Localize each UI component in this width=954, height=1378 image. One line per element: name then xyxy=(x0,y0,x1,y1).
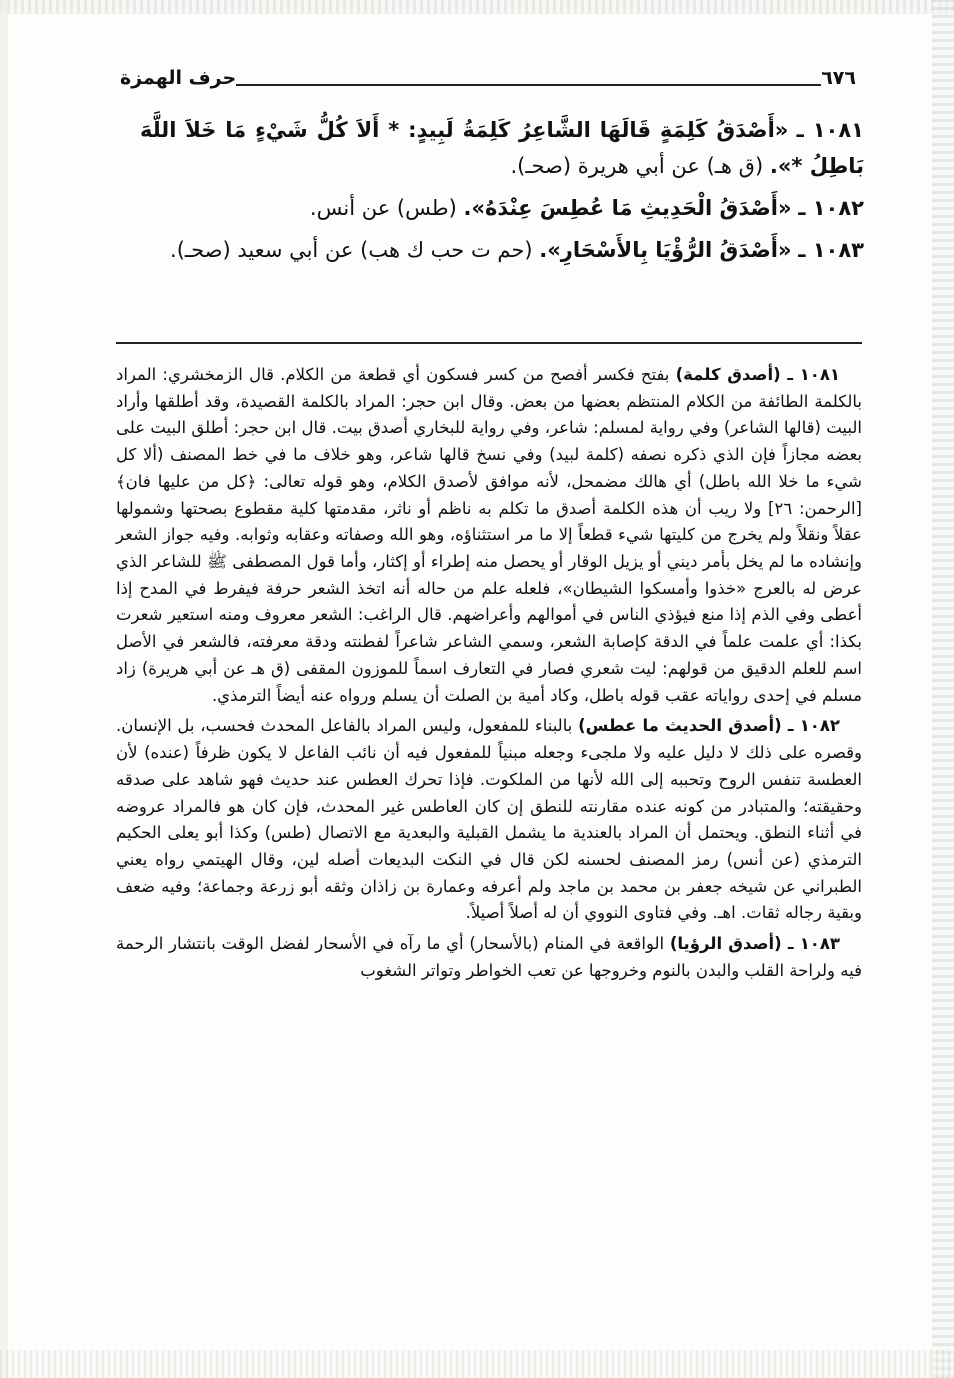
hadith-number: ١٠٨٣ ـ xyxy=(798,238,864,263)
hadith-number: ١٠٨٢ ـ xyxy=(798,196,864,221)
hadith-text: «أَصْدَقُ الرُّؤْيَا بِالأَسْحَارِ». xyxy=(539,238,792,263)
hadith-1083 xyxy=(140,232,864,268)
hadith-list xyxy=(140,112,864,274)
commentary-body: الواقعة في المنام (بالأسحار) أي ما رآه في الأسحار لفضل الوقت بانتشار الرحمة فيه ولراحة القلب والبدن بالنوم وخروجها عن تعب الخواطر وتواتر الشغوب xyxy=(116,934,862,980)
hadith-source: (طس) عن أنس. xyxy=(309,196,457,221)
commentary-lead: ١٠٨٣ ـ (أصدق الرؤيا) xyxy=(669,934,840,954)
hadith-1081 xyxy=(140,112,864,184)
scan-edge-bottom xyxy=(0,1350,954,1378)
commentary-lead: ١٠٨١ ـ (أصدق كلمة) xyxy=(675,365,840,384)
scan-edge-top xyxy=(0,0,954,14)
scan-edge-right xyxy=(932,0,954,1378)
commentary-1081 xyxy=(116,362,862,709)
commentary-section xyxy=(116,362,862,989)
chapter-title: حرف الهمزة xyxy=(120,67,237,89)
hadith-number: ١٠٨١ ـ xyxy=(796,118,864,142)
commentary-lead: ١٠٨٢ ـ (أصدق الحديث ما عطس) xyxy=(578,716,841,736)
commentary-body: بالبناء للمفعول، وليس المراد بالفاعل المحدث فحسب، بل الإنسان. وقصره على ذلك لا دليل عليه ولا ملجىء وجعله مبنياً للمفعول فيه أن نائب الفاعل لا يكون ظرفاً (عنده) لأن العطسة تنفس الروح وتحببه إلى الله لأنها من الملكوت. فإذا تحرك العطس عند حديث فهو شاهد على صدقه وحقيقته؛ والمتبادر من كونه عنده مقارنته للنطق إن كان العاطس غير المحدث، فإن كان هو فالمراد عروضه في أثناء النطق. ويحتمل أن المراد بالعندية ما يشمل القبلية والبعدية مع الاتصال (طس) وكذا أبو يعلى الحكيم الترمذي (عن أنس) رمز المصنف لحسنه لكن قال في النكت البديعات أصله لين، وقال الهيتمي رواه يعني الطبراني عن شيخه جعفر بن محمد بن ماجد ولم أعرفه وعمارة بن زاذان وثقه أبو زرعة وجماعة؛ وفيه ضعف وبقية رجاله ثقات. اهـ. وفي فتاوى النووي أن له أصلاً أصيلاً. xyxy=(116,716,862,923)
hadith-text: «أَصْدَقُ الْحَدِيثِ مَا عُطِسَ عِنْدَهُ». xyxy=(463,196,792,221)
scan-edge-left xyxy=(0,0,8,1378)
commentary-body: بفتح فكسر أفصح من كسر فسكون أي قطعة من الكلام. قال الزمخشري: المراد بالكلمة الطائفة من الكلام المنتظم بعضها من بعض. وقال ابن حجر: المراد بالكلمة القصيدة، وقد أطلقها وأراد البيت (قالها الشاعر) وفي رواية لمسلم: شاعر، وفي رواية للبخاري أصدق بيت. قال ابن حجر: أطلق البيت على بعضه مجازاً فإن الذي ذكره نصفه (كلمة لبيد) وفي نسخ قالها شاعر، وهو خلاف ما في خط المصنف (ألا كل شيء ما خلا الله باطل) أي هالك مضمحل، لأنه موافق لأصدق الكلام، وهو قوله تعالى: ﴿كل من عليها فان﴾ [الرحمن: ٢٦] ولا ريب أن هذه الكلمة أصدق ما تكلم به ناظم أو ناثر، مقدمتها كلية مقطوع بصحتها وشمولها عقلاً ونقلاً ولم يخرج من كليتها شيء قطعاً إلا ما مر استثناؤه، وهو الله وصفاته وعقابه وثوابه. وفيه جواز الشعر وإنشاده ما لم يخل بأمر ديني أو يزيل الوقار أو يحصل منه إطراء أو إكثار، وأما قول المصطفى ﷺ للشاعر الذي عرض له بالعرج «خذوا وأمسكوا الشيطان»، فلعله علم من حاله أنه اتخذ الشعر حرفة فيفرط في المدح إذا أعطى وفي الذم إذا منع فيؤذي الناس في أموالهم وأعراضهم. قال الراغب: الشعر معروف ومنه استعير شعرت بكذا: أي علمت علماً في الدقة كإصابة الشعر، وسمي الشاعر شاعراً لفطنته ودقة معرفته، فالشعر في الأصل اسم للعلم الدقيق من قولهم: ليت شعري فصار في التعارف اسماً للموزون المقفى (ق هـ عن أبي هريرة) زاد مسلم في إحدى رواياته عقب قوله باطل، وكاد أمية بن الصلت أن يسلم ورواه عنه أيضاً الترمذي. xyxy=(116,365,862,705)
footnote-separator xyxy=(116,342,862,344)
running-header xyxy=(112,58,864,88)
hadith-source: (حم ت حب ك هب) عن أبي سعيد (صحـ). xyxy=(170,238,533,263)
page-number: ٦٧٦ xyxy=(821,67,856,89)
header-rule xyxy=(236,84,821,86)
hadith-source: (ق هـ) عن أبي هريرة (صحـ). xyxy=(510,154,764,179)
commentary-1082 xyxy=(116,713,862,927)
hadith-1082 xyxy=(140,190,864,226)
commentary-1083 xyxy=(116,931,862,984)
hadith-text: «أَصْدَقُ كَلِمَةٍ قَالَهَا الشَّاعِرُ كَلِمَةُ لَبِيدٍ: * أَلاَ كُلُّ شَيْءٍ مَا خَلاَ اللَّهَ بَاطِلُ *». xyxy=(140,118,864,179)
